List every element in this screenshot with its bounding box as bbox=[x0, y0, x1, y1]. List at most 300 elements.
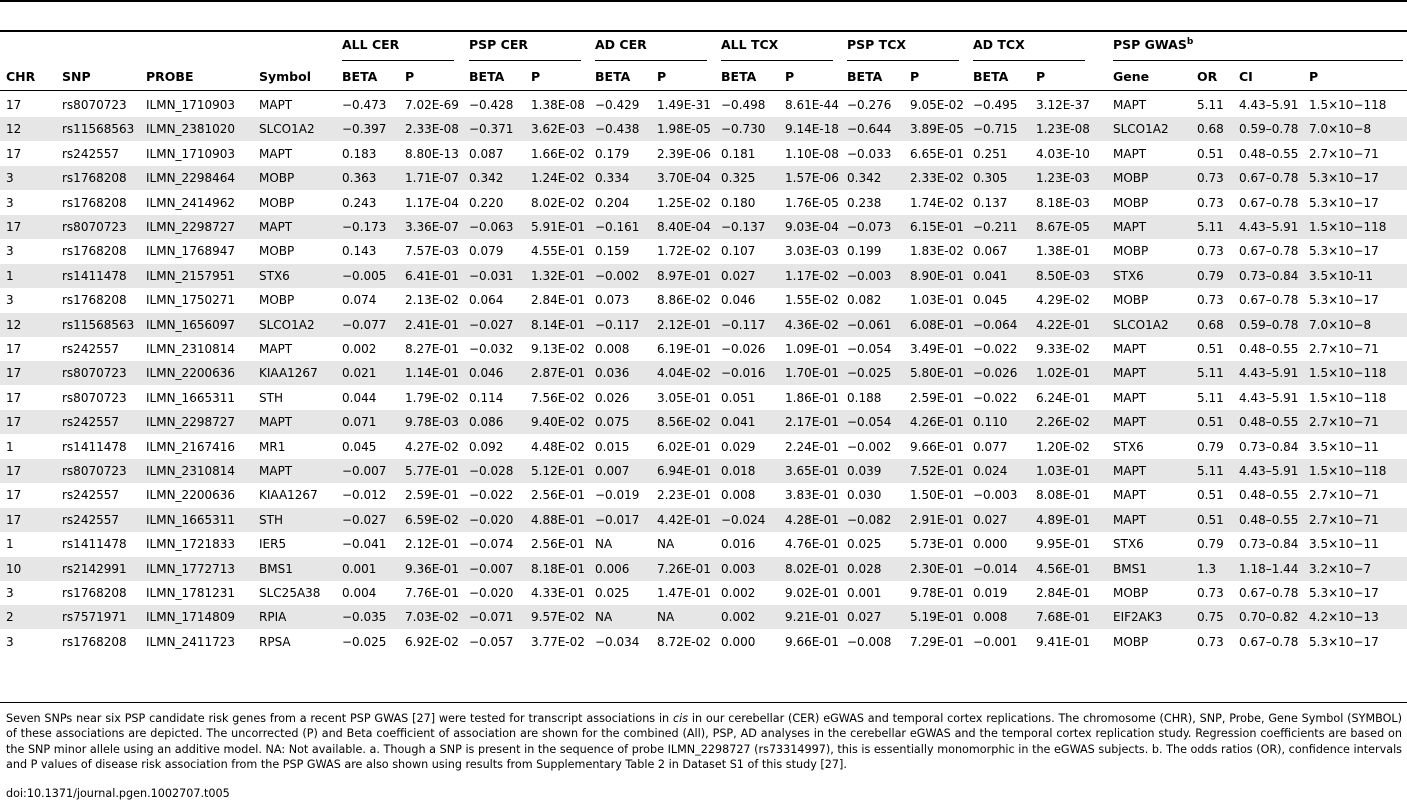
table-cell: KIAA1267 bbox=[259, 366, 318, 381]
table-cell: 0.67–0.78 bbox=[1239, 586, 1299, 600]
column-header: OR bbox=[1197, 69, 1218, 84]
table-cell: −0.016 bbox=[721, 366, 766, 381]
table-cell: MAPT bbox=[1113, 146, 1147, 161]
table-cell: 0.243 bbox=[342, 195, 377, 210]
table-cell: 1.3 bbox=[1197, 561, 1217, 576]
table-cell: EIF2AK3 bbox=[1113, 610, 1163, 625]
table-cell: 0.045 bbox=[342, 439, 377, 454]
table-cell: 5.91E-01 bbox=[531, 220, 585, 234]
table-cell: rs11568563 bbox=[62, 317, 135, 332]
table-cell: 3.5×10−11 bbox=[1309, 439, 1379, 454]
column-header: SNP bbox=[62, 69, 91, 84]
table-cell: 5.19E-01 bbox=[910, 610, 964, 625]
table-cell: 3 bbox=[6, 171, 14, 186]
group-underline bbox=[847, 60, 959, 61]
table-cell: 0.251 bbox=[973, 146, 1008, 161]
table-cell: 0.51 bbox=[1197, 488, 1224, 503]
table-cell: 5.73E-01 bbox=[910, 537, 964, 552]
table-cell: ILMN_2298727 bbox=[146, 220, 235, 234]
table-cell: 1.5×10−118 bbox=[1309, 366, 1387, 381]
table-cell: 0.003 bbox=[721, 561, 756, 576]
group-underline bbox=[1113, 60, 1403, 61]
table-cell: 3.03E-03 bbox=[785, 244, 839, 259]
table-cell: 0.67–0.78 bbox=[1239, 634, 1299, 649]
column-header: BETA bbox=[721, 69, 757, 84]
table-cell: 0.67–0.78 bbox=[1239, 293, 1299, 308]
table-cell: −0.008 bbox=[847, 634, 892, 649]
table-cell: STH bbox=[259, 512, 283, 527]
table-cell: 1.23E-03 bbox=[1036, 171, 1090, 186]
table-cell: 0.334 bbox=[595, 171, 630, 186]
table-cell: 0.024 bbox=[973, 464, 1008, 478]
table-cell: KIAA1267 bbox=[259, 488, 318, 503]
table-cell: 0.67–0.78 bbox=[1239, 195, 1299, 210]
table-cell: 0.143 bbox=[342, 244, 377, 259]
table-cell: 0.015 bbox=[595, 439, 630, 454]
table-cell: rs1768208 bbox=[62, 195, 127, 210]
group-header-label: AD TCX bbox=[973, 37, 1025, 52]
table-cell: 0.002 bbox=[342, 342, 377, 356]
column-header: P bbox=[531, 69, 541, 84]
table-cell: 9.40E-02 bbox=[531, 415, 585, 430]
table-cell: −0.012 bbox=[342, 488, 387, 503]
column-header: P bbox=[657, 69, 667, 84]
table-cell: STX6 bbox=[1113, 268, 1144, 283]
table-cell: 3.12E-37 bbox=[1036, 98, 1090, 112]
table-cell: 0.001 bbox=[847, 586, 882, 600]
table-cell: 9.78E-01 bbox=[910, 586, 964, 600]
table-cell: rs11568563 bbox=[62, 122, 135, 137]
table-cell: 7.29E-01 bbox=[910, 634, 964, 649]
table-cell: rs7571971 bbox=[62, 610, 127, 625]
table-cell: 8.02E-01 bbox=[785, 561, 839, 576]
column-header: BETA bbox=[342, 69, 378, 84]
table-cell: −0.033 bbox=[847, 146, 892, 161]
table-cell: 12 bbox=[6, 122, 22, 137]
table-cell: 0.082 bbox=[847, 293, 882, 308]
table-cell: 1.55E-02 bbox=[785, 293, 839, 308]
table-cell: 3 bbox=[6, 244, 14, 259]
table-cell: 0.73–0.84 bbox=[1239, 439, 1299, 454]
table-cell: 17 bbox=[6, 488, 22, 503]
table-cell: 8.40E-04 bbox=[657, 220, 711, 234]
table-cell: 0.48–0.55 bbox=[1239, 342, 1299, 356]
table-cell: −0.715 bbox=[973, 122, 1018, 137]
table-cell: MOBP bbox=[1113, 195, 1149, 210]
column-header: P bbox=[405, 69, 415, 84]
table-cell: rs8070723 bbox=[62, 464, 127, 478]
table-cell: 0.016 bbox=[721, 537, 756, 552]
table-cell: 4.33E-01 bbox=[531, 586, 585, 600]
table-cell: 2 bbox=[6, 610, 14, 625]
table-cell: 8.14E-01 bbox=[531, 317, 585, 332]
table-cell: 0.027 bbox=[973, 512, 1008, 527]
column-header: CI bbox=[1239, 69, 1253, 84]
table-cell: rs1768208 bbox=[62, 171, 127, 186]
table-cell: rs8070723 bbox=[62, 220, 127, 234]
table-cell: 0.036 bbox=[595, 366, 630, 381]
table-cell: 0.064 bbox=[469, 293, 504, 308]
table-cell: ILMN_2157951 bbox=[146, 268, 235, 283]
table-cell: 0.204 bbox=[595, 195, 630, 210]
header-rule bbox=[0, 90, 1407, 91]
table-cell: rs8070723 bbox=[62, 390, 127, 405]
table-cell: 4.43–5.91 bbox=[1239, 366, 1299, 381]
table-cell: −0.026 bbox=[973, 366, 1018, 381]
table-cell: 4.48E-02 bbox=[531, 439, 585, 454]
table-cell: −0.061 bbox=[847, 317, 892, 332]
table-cell: 1.50E-01 bbox=[910, 488, 964, 503]
table-cell: 2.59E-01 bbox=[405, 488, 459, 503]
table-cell: 4.22E-01 bbox=[1036, 317, 1090, 332]
table-cell: 0.086 bbox=[469, 415, 504, 430]
table-cell: 1.76E-05 bbox=[785, 195, 839, 210]
table-cell: MAPT bbox=[1113, 464, 1147, 478]
table-cell: ILMN_1656097 bbox=[146, 317, 235, 332]
table-cell: 8.18E-03 bbox=[1036, 195, 1090, 210]
table-cell: 7.57E-03 bbox=[405, 244, 459, 259]
table-cell: 0.025 bbox=[847, 537, 882, 552]
table-cell: IER5 bbox=[259, 537, 287, 552]
table-cell: 0.73 bbox=[1197, 171, 1224, 186]
table-cell: 2.91E-01 bbox=[910, 512, 964, 527]
table-cell: 0.48–0.55 bbox=[1239, 488, 1299, 503]
table-cell: 5.3×10−17 bbox=[1309, 195, 1379, 210]
table-cell: 1.79E-02 bbox=[405, 390, 459, 405]
table-cell: MOBP bbox=[1113, 586, 1149, 600]
table-cell: −0.117 bbox=[595, 317, 640, 332]
table-cell: 0.75 bbox=[1197, 610, 1224, 625]
table-cell: 8.90E-01 bbox=[910, 268, 964, 283]
table-cell: 2.56E-01 bbox=[531, 488, 585, 503]
table-cell: 6.94E-01 bbox=[657, 464, 711, 478]
table-cell: 7.0×10−8 bbox=[1309, 122, 1372, 137]
table-cell: 0.051 bbox=[721, 390, 756, 405]
table-cell: 4.43–5.91 bbox=[1239, 220, 1299, 234]
table-cell: 0.220 bbox=[469, 195, 504, 210]
table-cell: 17 bbox=[6, 366, 22, 381]
table-cell: 5.3×10−17 bbox=[1309, 586, 1379, 600]
table-cell: 0.48–0.55 bbox=[1239, 415, 1299, 430]
table-cell: 1 bbox=[6, 268, 14, 283]
table-top-rule bbox=[0, 30, 1407, 32]
table-cell: 0.004 bbox=[342, 586, 377, 600]
table-cell: 0.73–0.84 bbox=[1239, 537, 1299, 552]
group-underline bbox=[469, 60, 581, 61]
table-cell: 0.046 bbox=[721, 293, 756, 308]
table-cell: 0.188 bbox=[847, 390, 882, 405]
table-cell: 4.04E-02 bbox=[657, 366, 711, 381]
table-cell: −0.035 bbox=[342, 610, 387, 625]
table-cell: 0.199 bbox=[847, 244, 882, 259]
group-header bbox=[342, 38, 399, 52]
table-cell: SLCO1A2 bbox=[259, 317, 315, 332]
table-cell: NA bbox=[595, 610, 613, 625]
table-cell: −0.371 bbox=[469, 122, 514, 137]
table-cell: 17 bbox=[6, 220, 22, 234]
table-cell: 17 bbox=[6, 98, 22, 112]
table-cell: −0.034 bbox=[595, 634, 640, 649]
table-cell: 0.008 bbox=[721, 488, 756, 503]
group-header bbox=[847, 38, 906, 52]
table-cell: 2.23E-01 bbox=[657, 488, 711, 503]
table-cell: 1.32E-01 bbox=[531, 268, 585, 283]
table-cell: 8.02E-02 bbox=[531, 195, 585, 210]
table-cell: 9.57E-02 bbox=[531, 610, 585, 625]
table-cell: STX6 bbox=[259, 268, 290, 283]
table-cell: 9.13E-02 bbox=[531, 342, 585, 356]
table-cell: STX6 bbox=[1113, 537, 1144, 552]
table-cell: rs1768208 bbox=[62, 244, 127, 259]
table-cell: −0.074 bbox=[469, 537, 514, 552]
table-cell: 0.025 bbox=[595, 586, 630, 600]
table-cell: 2.17E-01 bbox=[785, 415, 839, 430]
table-cell: 0.51 bbox=[1197, 342, 1224, 356]
table-cell: 5.3×10−17 bbox=[1309, 634, 1379, 649]
table-cell: rs8070723 bbox=[62, 366, 127, 381]
footnote-text-1: Seven SNPs near six PSP candidate risk genes from a recent PSP GWAS [27] were tested for transcript associations in bbox=[6, 712, 673, 725]
table-cell: RPIA bbox=[259, 610, 287, 625]
table-cell: 9.66E-01 bbox=[785, 634, 839, 649]
table-cell: −0.082 bbox=[847, 512, 892, 527]
table-cell: 8.27E-01 bbox=[405, 342, 459, 356]
table-cell: 0.027 bbox=[847, 610, 882, 625]
table-cell: 2.59E-01 bbox=[910, 390, 964, 405]
table-cell: −0.003 bbox=[847, 268, 892, 283]
table-cell: 0.325 bbox=[721, 171, 756, 186]
table-bottom-rule bbox=[0, 702, 1407, 703]
table-cell: −0.644 bbox=[847, 122, 892, 137]
table-cell: 3.62E-03 bbox=[531, 122, 585, 137]
table-cell: 0.68 bbox=[1197, 317, 1224, 332]
group-header-label: PSP CER bbox=[469, 37, 529, 52]
table-cell: −0.022 bbox=[973, 390, 1018, 405]
table-cell: 2.33E-02 bbox=[910, 171, 964, 186]
table-cell: 2.26E-02 bbox=[1036, 415, 1090, 430]
table-cell: 0.007 bbox=[595, 464, 630, 478]
table-cell: 4.89E-01 bbox=[1036, 512, 1090, 527]
table-cell: ILMN_2310814 bbox=[146, 342, 235, 356]
table-cell: SLCO1A2 bbox=[1113, 122, 1169, 137]
table-cell: 17 bbox=[6, 390, 22, 405]
table-cell: 1.14E-01 bbox=[405, 366, 459, 381]
group-header-footnote-mark: b bbox=[1186, 37, 1194, 47]
column-header: P bbox=[1309, 69, 1319, 84]
table-cell: −0.003 bbox=[973, 488, 1018, 503]
table-cell: 0.039 bbox=[847, 464, 882, 478]
table-cell: MOBP bbox=[259, 195, 295, 210]
table-cell: 9.21E-01 bbox=[785, 610, 839, 625]
table-cell: 5.77E-01 bbox=[405, 464, 459, 478]
table-cell: 4.27E-02 bbox=[405, 439, 459, 454]
table-cell: STX6 bbox=[1113, 439, 1144, 454]
table-cell: 3.65E-01 bbox=[785, 464, 839, 478]
table-cell: 1.38E-08 bbox=[531, 98, 585, 112]
table-cell: 0.073 bbox=[595, 293, 630, 308]
table-cell: 8.18E-01 bbox=[531, 561, 585, 576]
table-cell: 8.50E-03 bbox=[1036, 268, 1090, 283]
table-cell: 3.5×10-11 bbox=[1309, 268, 1374, 283]
table-cell: rs1768208 bbox=[62, 634, 127, 649]
table-cell: rs1411478 bbox=[62, 537, 127, 552]
table-cell: 0.51 bbox=[1197, 415, 1224, 430]
table-cell: 1.71E-07 bbox=[405, 171, 459, 186]
table-cell: 4.76E-01 bbox=[785, 537, 839, 552]
table-cell: 4.43–5.91 bbox=[1239, 98, 1299, 112]
table-cell: ILMN_1665311 bbox=[146, 512, 235, 527]
table-cell: 0.002 bbox=[721, 586, 756, 600]
table-cell: 2.33E-08 bbox=[405, 122, 459, 137]
table-cell: 9.03E-04 bbox=[785, 220, 839, 234]
table-cell: NA bbox=[595, 537, 613, 552]
table-cell: 8.67E-05 bbox=[1036, 220, 1090, 234]
group-underline bbox=[342, 60, 454, 61]
table-cell: ILMN_1710903 bbox=[146, 98, 235, 112]
table-cell: rs242557 bbox=[62, 512, 119, 527]
table-cell: −0.054 bbox=[847, 342, 892, 356]
footnote-cis: cis bbox=[672, 712, 689, 725]
table-cell: 1.17E-04 bbox=[405, 195, 459, 210]
table-cell: 0.019 bbox=[973, 586, 1008, 600]
table-cell: 2.7×10−71 bbox=[1309, 146, 1379, 161]
table-cell: 2.7×10−71 bbox=[1309, 488, 1379, 503]
table-cell: 0.044 bbox=[342, 390, 377, 405]
table-cell: −0.073 bbox=[847, 220, 892, 234]
table-cell: 0.008 bbox=[595, 342, 630, 356]
table-cell: 0.73 bbox=[1197, 244, 1224, 259]
table-cell: −0.397 bbox=[342, 122, 387, 137]
table-cell: MAPT bbox=[259, 464, 293, 478]
table-cell: 2.41E-01 bbox=[405, 317, 459, 332]
table-cell: 9.41E-01 bbox=[1036, 634, 1090, 649]
table-cell: 9.36E-01 bbox=[405, 561, 459, 576]
table-cell: 4.55E-01 bbox=[531, 244, 585, 259]
table-cell: −0.054 bbox=[847, 415, 892, 430]
group-header-label: ALL TCX bbox=[721, 37, 779, 52]
table-cell: 4.88E-01 bbox=[531, 512, 585, 527]
table-cell: 0.67–0.78 bbox=[1239, 244, 1299, 259]
table-footnote bbox=[6, 711, 1402, 772]
table-cell: MAPT bbox=[1113, 220, 1147, 234]
table-cell: −0.064 bbox=[973, 317, 1018, 332]
table-cell: −0.429 bbox=[595, 98, 640, 112]
table-cell: MOBP bbox=[259, 293, 295, 308]
table-cell: 1.10E-08 bbox=[785, 146, 839, 161]
table-cell: 0.67–0.78 bbox=[1239, 171, 1299, 186]
table-cell: 0.79 bbox=[1197, 537, 1224, 552]
table-cell: −0.077 bbox=[342, 317, 387, 332]
table-cell: 1.17E-02 bbox=[785, 268, 839, 283]
table-cell: −0.027 bbox=[342, 512, 387, 527]
table-cell: 1.23E-08 bbox=[1036, 122, 1090, 137]
table-cell: 0.028 bbox=[847, 561, 882, 576]
table-cell: −0.025 bbox=[847, 366, 892, 381]
table-cell: 1.72E-02 bbox=[657, 244, 711, 259]
table-cell: 0.180 bbox=[721, 195, 756, 210]
table-cell: 0.305 bbox=[973, 171, 1008, 186]
table-cell: 0.110 bbox=[973, 415, 1008, 430]
column-header: BETA bbox=[469, 69, 505, 84]
column-header: BETA bbox=[595, 69, 631, 84]
table-cell: 6.65E-01 bbox=[910, 146, 964, 161]
table-cell: ILMN_2200636 bbox=[146, 366, 235, 381]
table-cell: MOBP bbox=[1113, 634, 1149, 649]
table-cell: −0.014 bbox=[973, 561, 1018, 576]
table-cell: MR1 bbox=[259, 439, 286, 454]
table-cell: 6.08E-01 bbox=[910, 317, 964, 332]
table-cell: MAPT bbox=[259, 415, 293, 430]
group-underline bbox=[721, 60, 833, 61]
table-cell: 1.24E-02 bbox=[531, 171, 585, 186]
table-cell: 0.79 bbox=[1197, 268, 1224, 283]
table-cell: −0.001 bbox=[973, 634, 1018, 649]
table-cell: 17 bbox=[6, 415, 22, 430]
column-header: Symbol bbox=[259, 69, 311, 84]
table-cell: 0.002 bbox=[721, 610, 756, 625]
table-cell: 1.03E-01 bbox=[910, 293, 964, 308]
column-header: BETA bbox=[847, 69, 883, 84]
table-cell: ILMN_2381020 bbox=[146, 122, 235, 137]
table-cell: −0.173 bbox=[342, 220, 387, 234]
table-cell: 2.84E-01 bbox=[531, 293, 585, 308]
table-cell: BMS1 bbox=[1113, 561, 1147, 576]
table-cell: 9.95E-01 bbox=[1036, 537, 1090, 552]
table-cell: 1.86E-01 bbox=[785, 390, 839, 405]
table-cell: MAPT bbox=[1113, 390, 1147, 405]
table-cell: 0.077 bbox=[973, 439, 1008, 454]
table-cell: 0.075 bbox=[595, 415, 630, 430]
table-cell: 1.38E-01 bbox=[1036, 244, 1090, 259]
table-cell: 4.03E-10 bbox=[1036, 146, 1090, 161]
table-cell: 9.14E-18 bbox=[785, 122, 839, 137]
table-cell: 2.12E-01 bbox=[657, 317, 711, 332]
table-cell: 3 bbox=[6, 634, 14, 649]
column-header: P bbox=[910, 69, 920, 84]
table-cell: 7.26E-01 bbox=[657, 561, 711, 576]
footnote-text-2: in our cerebellar (CER) eGWAS and temporal cortex replications. The chromosome (CHR), SNP, Probe, Gene Symbol (SYMBOL) of these associations are depicted. The uncorrected (P) and Beta coefficient of association are shown for the combined (All), PSP, AD analyses in the cerebellar eGWAS and the temporal cortex replication study. Regression coefficients are based on the SNP minor allele using an additive model. NA: Not available. a. Though a SNP is present in the sequence of probe ILMN_2298727 (rs73314997), this is essentially monomorphic in the eGWAS subjects. b. The odds ratios (OR), confidence intervals and P values of disease risk association from the PSP GWAS are also shown using results from Supplementary Table 2 in Dataset S1 of this study [27]. bbox=[6, 712, 1402, 771]
table-cell: MAPT bbox=[1113, 488, 1147, 503]
table-cell: ILMN_2310814 bbox=[146, 464, 235, 478]
table-cell: 4.26E-01 bbox=[910, 415, 964, 430]
table-cell: 0.000 bbox=[721, 634, 756, 649]
table-cell: 0.51 bbox=[1197, 512, 1224, 527]
table-cell: BMS1 bbox=[259, 561, 293, 576]
table-cell: 0.006 bbox=[595, 561, 630, 576]
group-header-label: PSP TCX bbox=[847, 37, 907, 52]
table-cell: −0.211 bbox=[973, 220, 1018, 234]
table-cell: 3.77E-02 bbox=[531, 634, 585, 649]
table-cell: 5.11 bbox=[1197, 390, 1224, 405]
table-cell: 7.03E-02 bbox=[405, 610, 459, 625]
table-cell: 6.59E-02 bbox=[405, 512, 459, 527]
table-cell: rs1768208 bbox=[62, 586, 127, 600]
table-cell: 5.3×10−17 bbox=[1309, 171, 1379, 186]
table-cell: ILMN_1772713 bbox=[146, 561, 235, 576]
table-cell: 1.98E-05 bbox=[657, 122, 711, 137]
table-cell: 0.48–0.55 bbox=[1239, 512, 1299, 527]
table-cell: 3.36E-07 bbox=[405, 220, 459, 234]
table-cell: 6.24E-01 bbox=[1036, 390, 1090, 405]
table-cell: 2.7×10−71 bbox=[1309, 342, 1379, 356]
table-cell: 0.179 bbox=[595, 146, 630, 161]
table-cell: −0.007 bbox=[342, 464, 387, 478]
table-cell: 0.087 bbox=[469, 146, 504, 161]
table-cell: −0.022 bbox=[973, 342, 1018, 356]
table-cell: 5.11 bbox=[1197, 98, 1224, 112]
table-cell: rs8070723 bbox=[62, 98, 127, 112]
table-cell: −0.117 bbox=[721, 317, 766, 332]
table-cell: 0.48–0.55 bbox=[1239, 146, 1299, 161]
